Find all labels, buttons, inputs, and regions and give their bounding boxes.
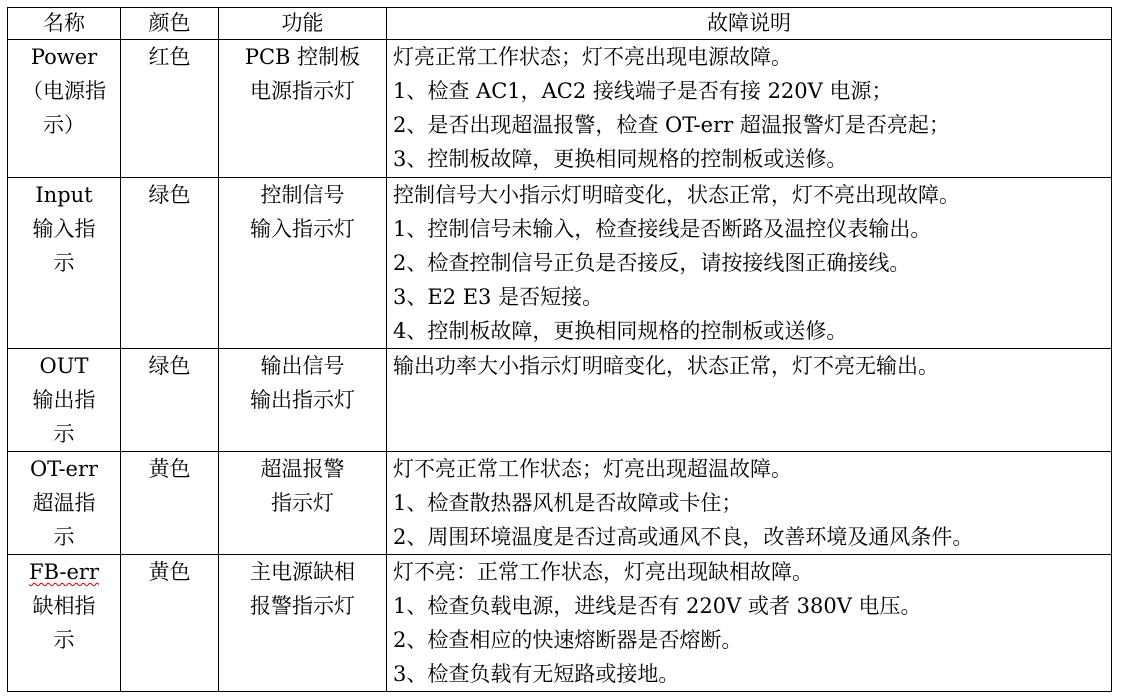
indicator-color: 黄色	[148, 560, 191, 584]
indicator-color-cell	[121, 452, 219, 555]
fault-description-cell	[387, 178, 1112, 349]
fault-description-line: 3、E2 E3 是否短接。	[393, 285, 604, 309]
indicator-name-line: 超温指	[32, 491, 96, 515]
indicator-function-cell	[219, 452, 387, 555]
indicator-color: 黄色	[148, 457, 191, 481]
indicator-function-line: 输入指示灯	[250, 217, 355, 241]
indicator-name-line: OUT	[39, 354, 89, 378]
fault-description-line: 输出功率大小指示灯明暗变化，状态正常，灯不亮无输出。	[393, 354, 939, 378]
table-row	[8, 178, 1112, 349]
indicator-function-cell	[219, 349, 387, 452]
table-row	[8, 40, 1112, 178]
table-row	[8, 555, 1112, 692]
fault-description-line: 2、检查控制信号正负是否接反，请按接线图正确接线。	[393, 251, 911, 275]
indicator-color-cell	[121, 349, 219, 452]
indicator-function-line: 指示灯	[271, 491, 334, 515]
indicator-function-line: PCB 控制板	[244, 45, 361, 69]
indicator-name-line: 缺相指	[32, 594, 96, 618]
fault-description-line: 3、控制板故障，更换相同规格的控制板或送修。	[393, 147, 848, 171]
table-header-row	[8, 8, 1112, 40]
indicator-function-cell	[219, 178, 387, 349]
indicator-name-line: 输出指	[32, 388, 96, 412]
indicator-color: 红色	[148, 45, 191, 69]
indicator-color-cell	[121, 40, 219, 178]
indicator-name-cell	[8, 555, 121, 692]
fault-description-line: 2、周围环境温度是否过高或通风不良，改善环境及通风条件。	[393, 525, 974, 549]
fault-description-line: 1、控制信号未输入，检查接线是否断路及温控仪表输出。	[393, 217, 932, 241]
fault-description-line: 1、检查 AC1，AC2 接线端子是否有接 220V 电源；	[393, 79, 893, 103]
indicator-name-line: 示	[53, 422, 75, 446]
indicator-function-cell	[219, 555, 387, 692]
fault-description-line: 2、检查相应的快速熔断器是否熔断。	[393, 628, 743, 652]
indicator-function-line: 超温报警	[260, 457, 345, 481]
fault-description-line: 4、控制板故障，更换相同规格的控制板或送修。	[393, 319, 848, 343]
header-fault-description: 故障说明	[387, 8, 1112, 40]
fault-description-cell	[387, 349, 1112, 452]
indicator-name-cell	[8, 452, 121, 555]
fault-description-line: 控制信号大小指示灯明暗变化，状态正常，灯不亮出现故障。	[393, 183, 960, 207]
indicator-color: 绿色	[148, 183, 191, 207]
indicator-function-line: 输出指示灯	[250, 388, 355, 412]
table-row	[8, 452, 1112, 555]
fault-indicator-table	[7, 7, 1112, 692]
fault-description-cell	[387, 555, 1112, 692]
indicator-color-cell	[121, 178, 219, 349]
indicator-name-cell	[8, 178, 121, 349]
indicator-color-cell	[121, 555, 219, 692]
indicator-name-line: 示	[53, 525, 75, 549]
fault-description-cell	[387, 452, 1112, 555]
indicator-function-line: 控制信号	[260, 183, 345, 207]
fault-description-cell	[387, 40, 1112, 178]
indicator-name-line: Input	[35, 183, 93, 207]
fault-description-line: 3、检查负载有无短路或接地。	[393, 662, 680, 686]
table-row	[8, 349, 1112, 452]
indicator-name-line: 示）	[43, 113, 85, 137]
indicator-name-line: FB-err	[29, 560, 99, 584]
fault-description-line: 2、是否出现超温报警，检查 OT-err 超温报警灯是否亮起；	[393, 113, 950, 137]
indicator-function-line: 电源指示灯	[250, 79, 355, 103]
indicator-name-line: 示	[53, 251, 75, 275]
indicator-function-line: 输出信号	[260, 354, 345, 378]
indicator-function-line: 主电源缺相	[250, 560, 355, 584]
indicator-name-cell	[8, 349, 121, 452]
fault-description-line: 灯亮正常工作状态；灯不亮出现电源故障。	[393, 45, 792, 69]
header-color: 颜色	[121, 8, 219, 40]
header-name: 名称	[8, 8, 121, 40]
fault-description-line: 灯不亮正常工作状态；灯亮出现超温故障。	[393, 457, 792, 481]
indicator-function-line: 报警指示灯	[250, 594, 355, 618]
indicator-function-cell	[219, 40, 387, 178]
indicator-color: 绿色	[148, 354, 191, 378]
header-function: 功能	[219, 8, 387, 40]
indicator-name-line: 示	[53, 628, 75, 652]
indicator-name-line: OT-err	[29, 457, 99, 481]
indicator-name-cell	[8, 40, 121, 178]
fault-description-line: 1、检查负载电源，进线是否有 220V 或者 380V 电压。	[393, 594, 922, 618]
fault-description-line: 1、检查散热器风机是否故障或卡住；	[393, 491, 743, 515]
indicator-name-line: Power	[30, 45, 98, 69]
indicator-name-line: （电源指	[22, 79, 106, 103]
fault-description-line: 灯不亮：正常工作状态，灯亮出现缺相故障。	[393, 560, 813, 584]
indicator-name-line: 输入指	[32, 217, 96, 241]
